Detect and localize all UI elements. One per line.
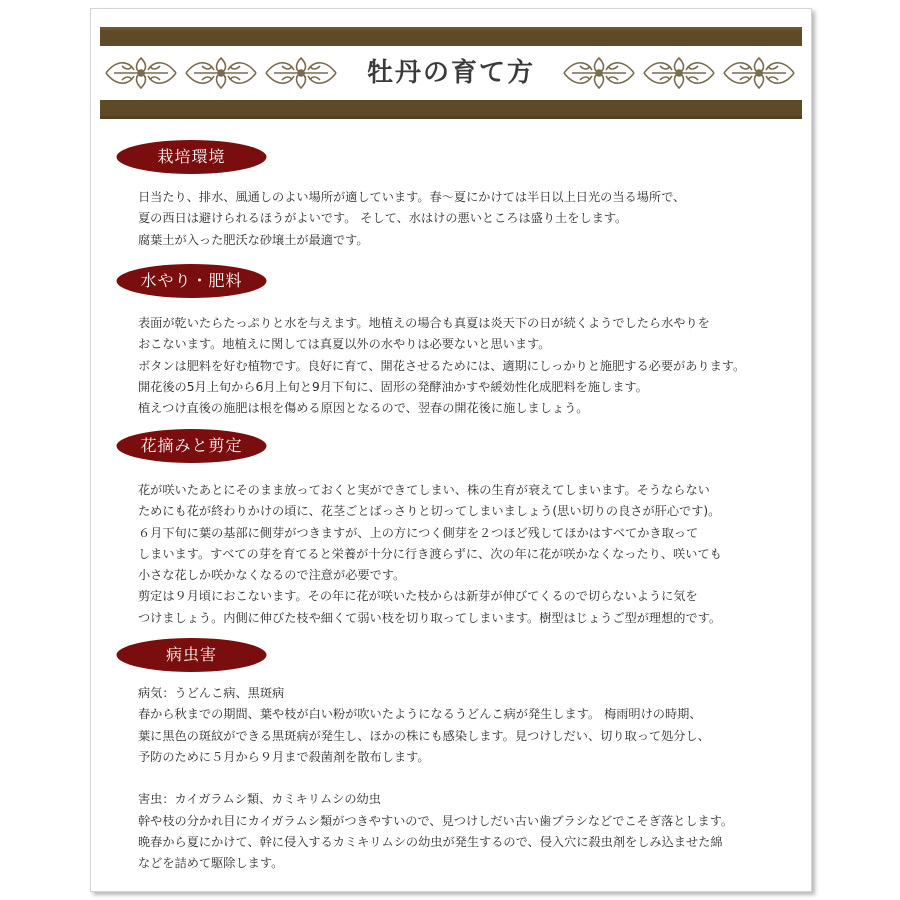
section-title: 病虫害: [165, 645, 217, 664]
section-body-pests: [138, 683, 778, 875]
text-line: 小さな花しか咲かなくなるので注意が必要です。: [138, 568, 406, 583]
text-line: などを詰めて駆除します。: [138, 856, 284, 871]
header-bar-top: [100, 27, 802, 46]
header-bar-bottom-graphic: [100, 100, 802, 119]
section-body-pruning: [138, 480, 778, 629]
section-body-watering: [138, 313, 778, 419]
section-body-environment: [138, 187, 778, 251]
text-line: 開花後の5月上旬から6月上旬と9月下旬に、固形の発酵油かすや緩効性化成肥料を施します。: [138, 379, 648, 394]
section-label-pests: [115, 636, 268, 674]
section-label-pruning: [115, 427, 268, 465]
text-line: 夏の西日は避けられるほうがよいです。 そして、水はけの悪いところは盛り土をします。: [138, 211, 628, 226]
section-label-watering: [115, 262, 268, 300]
section-title: 栽培環境: [157, 147, 226, 166]
text-line: 春から秋までの期間、葉や枝が白い粉が吹いたようになるうどんこ病が発生します。 梅雨明けの時期、: [138, 707, 702, 722]
text-line: しまいます。すべての芽を育てると栄養が十分に行き渡らずに、次の年に花が咲かなくなったり、咲いても: [138, 546, 722, 561]
page-title: 牡丹の育て方: [366, 58, 535, 88]
text-line: 表面が乾いたらたっぷりと水を与えます。地植えの場合も真夏は炎天下の日が続くようでしたら水やりを: [138, 316, 710, 330]
section-title: 花摘みと剪定: [140, 436, 243, 455]
text-line: ためにも花が終わりかけの頃に、花茎ごとばっさりと切ってしまいましょう(思い切りの良さが肝心です)。: [138, 504, 721, 519]
text-line: 日当たり、排水、風通しのよい場所が適しています。春〜夏にかけては半日以上日光の当る場所で、: [138, 190, 686, 204]
section-title: 水やり・肥料: [140, 271, 243, 290]
text-line: 晩春から夏にかけて、幹に侵入するカミキリムシの幼虫が発生するので、侵入穴に殺虫剤をしみ込ませた綿: [138, 835, 723, 850]
text-line: [138, 768, 778, 789]
text-line: つけましょう。内側に伸びた枝や細くて弱い枝を切り取ってしまいます。樹型はじょうご型が理想的です。: [138, 610, 722, 625]
text-line: 腐葉土が入った肥沃な砂壌土が最適です。: [138, 232, 369, 247]
text-line: おこないます。地植えに関しては真夏以外の水やりは必要ないと思います。: [138, 337, 551, 352]
text-line: 予防のために５月から９月まで殺菌剤を散布します。: [138, 749, 430, 764]
text-line: 病気：うどんこ病、黒斑病: [138, 686, 285, 700]
text-line: 花が咲いたあとにそのまま放っておくと実ができてしまい、株の生育が衰えてしまいます。そうならない: [138, 483, 710, 497]
text-line: 害虫：カイガラムシ類、カミキリムシの幼虫: [138, 792, 381, 807]
text-line: 幹や枝の分かれ目にカイガラムシ類がつきやすいので、見つけしだい古い歯ブラシなどでこそぎ落とします。: [138, 813, 734, 828]
text-line: 植えつけ直後の施肥は根を傷める原因となるので、翌春の開花後に施しましょう。: [138, 401, 589, 416]
text-line: ボタンは肥料を好む植物です。良好に育て、開花させるためには、適期にしっかりと施肥する必要があります。: [138, 358, 746, 373]
text-line: 剪定は９月頃におこないます。その年に花が咲いた枝からは新芽が伸びてくるので切らないように気を: [138, 589, 698, 604]
text-line: 葉に黒色の斑紋ができる黒斑病が発生し、ほかの株にも感染します。見つけしだい、切り取って処分し、: [138, 728, 710, 743]
text-line: ６月下旬に葉の基部に側芽がつきますが、上の方につく側芽を２つほど残してほかはすべてかき取って: [138, 525, 699, 540]
header-bar-top-graphic: [100, 27, 802, 46]
header-bar-bottom: [100, 100, 802, 119]
section-label-environment: [115, 138, 268, 176]
